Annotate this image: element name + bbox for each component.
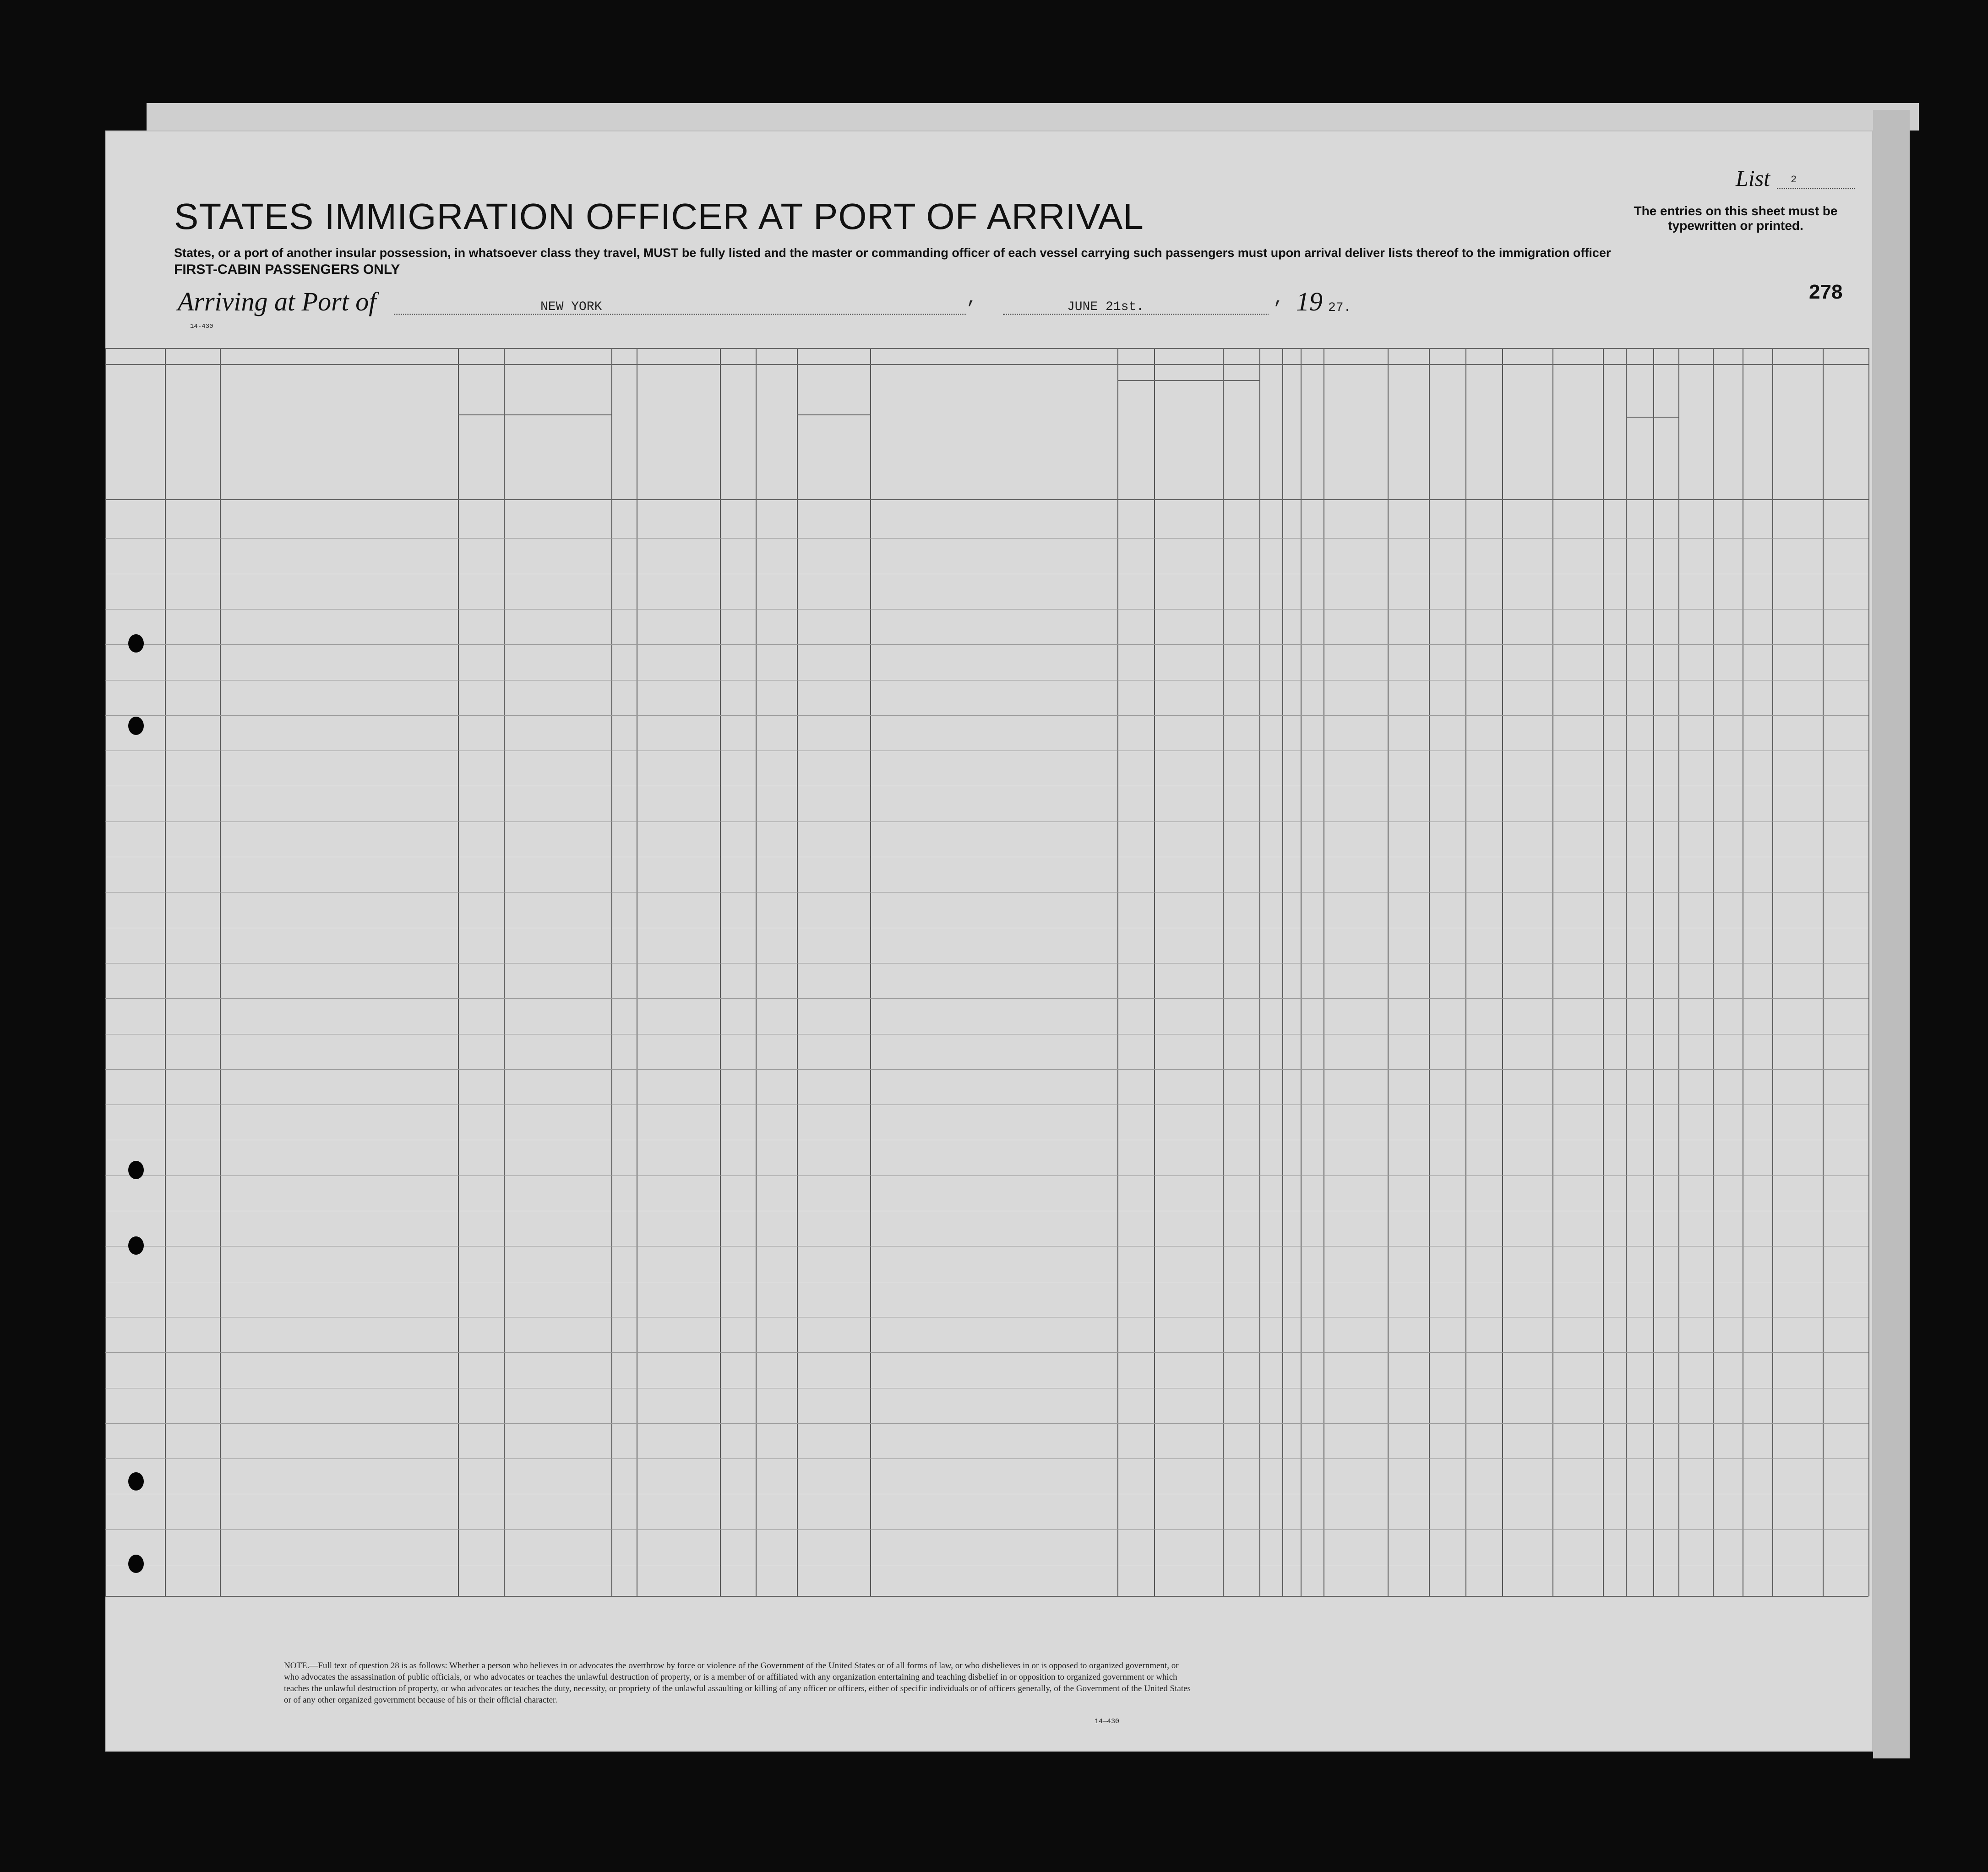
column-rule	[1388, 348, 1389, 1596]
row-rule	[105, 1175, 1868, 1176]
year-prefix: 19	[1296, 287, 1323, 316]
column-rule	[105, 348, 106, 1596]
column-rule	[611, 348, 612, 1596]
row-rule	[105, 715, 1868, 716]
row-rule	[105, 538, 1868, 539]
column-rule	[458, 348, 459, 1596]
port-value: NEW YORK	[540, 300, 602, 314]
column-rule	[504, 348, 505, 1596]
column-rule	[1301, 348, 1302, 1596]
column-rule	[1429, 348, 1430, 1596]
table-top-rule	[105, 348, 1868, 349]
column-rule	[220, 348, 221, 1596]
header-bottom-rule	[105, 499, 1868, 500]
list-label: List	[1736, 165, 1770, 191]
column-rule	[1678, 348, 1679, 1596]
punch-hole	[128, 1161, 144, 1179]
footer-mark: 14—430	[1095, 1718, 1120, 1725]
year-suffix: 27.	[1328, 301, 1351, 315]
column-rule	[1868, 348, 1869, 1596]
row-rule	[105, 1423, 1868, 1424]
underlying-sheet-right	[1873, 110, 1910, 1758]
punch-hole	[128, 634, 144, 653]
column-rule	[1223, 348, 1224, 1596]
column-rule	[1823, 348, 1824, 1596]
column-rule	[1603, 348, 1604, 1596]
column-rule	[1552, 348, 1553, 1596]
column-rule	[870, 348, 871, 1596]
punch-hole	[128, 717, 144, 735]
column-rule	[1713, 348, 1714, 1596]
subheader-rule	[458, 414, 611, 415]
column-rule	[1154, 348, 1155, 1596]
column-rule	[720, 348, 721, 1596]
column-rule	[1117, 348, 1118, 1596]
column-rule	[797, 348, 798, 1596]
manifest-sheet: STATES IMMIGRATION OFFICER AT PORT OF ARRIVAL States, or a port of another insular possession, in whatsoever class they travel, MUST be fully listed and the master or commanding officer of each vessel carrying such passengers must upon arrival deliver lists thereof to the immigration officer FIRST-CABIN PASSENGERS ONLY Arriving at Port of NEW YORK , JUNE 21st. , 19 27. List 2 The entries on this sheet must be typewritten or printed. 278 14-430 NOTE.—Full text of question 28 is as follows: Whether a person who believes in or advocates the overthrow by force or violence of the Government of the United States or of all forms of law, or who disbelieves in or is opposed to organized government, or who advocates the assassination of public officials, or who advocates or teaches the unlawful destruction of property, or is a member of or affiliated with any organization entertaining and teaching disbelief in or opposition to organized government or which teaches the unlawful destruction of property, or who advocates or teaches the duty, necessity, or propriety of the unlawful assaulting or killing of any officer or officers, either of specific individuals or of officers generally, of the Government of the United States or of any other organized government because of his or their official character. 14—430	[105, 131, 1873, 1752]
subtitle: States, or a port of another insular possession, in whatsoever class they travel, MUST be fully listed and the master or commanding officer of each vessel carrying such passengers must upon arrival deliver lists thereof to the immigration officer	[174, 246, 1611, 260]
column-rule	[1282, 348, 1283, 1596]
column-rule	[165, 348, 166, 1596]
arriving-label: Arriving at Port of	[178, 287, 376, 316]
column-number-rule	[105, 364, 1868, 365]
page-number: 278	[1809, 281, 1843, 303]
punch-hole	[128, 1555, 144, 1573]
column-rule	[1772, 348, 1773, 1596]
subheader-rule	[797, 414, 870, 415]
row-rule	[105, 998, 1868, 999]
list-number: 2	[1791, 174, 1797, 185]
date-value: JUNE 21st.	[1067, 300, 1144, 314]
row-rule	[105, 1352, 1868, 1353]
underlying-sheet-edge	[147, 103, 1919, 131]
punch-hole	[128, 1236, 144, 1255]
page-title: STATES IMMIGRATION OFFICER AT PORT OF ARRIVAL	[174, 196, 1144, 237]
column-rule	[756, 348, 757, 1596]
entries-note: The entries on this sheet must be typewritten or printed.	[1634, 204, 1838, 233]
footnote: NOTE.—Full text of question 28 is as follows: Whether a person who believes in or advocates the overthrow by force or violence of the Government of the United States or of all forms of law, or who disbelieves in or is opposed to organized government, or who advocates the assassination of public officials, or who advocates or teaches the unlawful destruction of property, or is a member of or affiliated with any organization entertaining and teaching disbelief in or opposition to organized government or which teaches the unlawful destruction of property, or who advocates or teaches the duty, necessity, or propriety of the unlawful assaulting or killing of any officer or officers, either of specific individuals or of officers generally, of the Government of the United States or of any other organized government because of his or their official character.	[284, 1661, 1191, 1705]
form-mark: 14-430	[190, 323, 213, 330]
subheader-rule	[1117, 380, 1259, 381]
row-rule	[105, 644, 1868, 645]
port-line	[394, 314, 966, 315]
column-rule	[1626, 348, 1627, 1596]
punch-hole	[128, 1472, 144, 1491]
column-rule	[1502, 348, 1503, 1596]
row-rule	[105, 1529, 1868, 1530]
class-line: FIRST-CABIN PASSENGERS ONLY	[174, 262, 400, 277]
column-rule	[1259, 348, 1260, 1596]
row-rule	[105, 1069, 1868, 1070]
column-rule	[1653, 348, 1654, 1596]
column-rule	[1465, 348, 1466, 1596]
table-bottom-rule	[105, 1596, 1868, 1597]
row-rule	[105, 1458, 1868, 1459]
subheader-rule	[1626, 417, 1678, 418]
